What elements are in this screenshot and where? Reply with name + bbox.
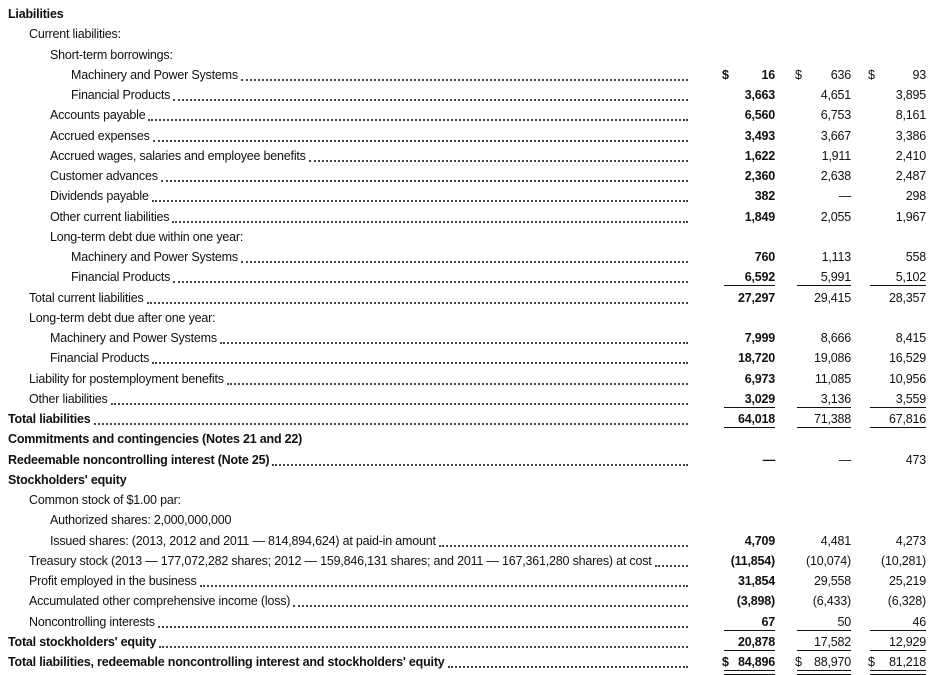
statement-row — [0, 308, 941, 328]
row-label-wrap — [8, 470, 690, 490]
dot-leader — [172, 221, 688, 223]
dot-leader — [448, 666, 688, 668]
statement-row — [0, 632, 941, 652]
statement-row — [0, 612, 941, 632]
value-col-1: 3,493 — [744, 128, 775, 143]
value-col-2: 17,582 — [813, 634, 851, 649]
dollar-sign: $ — [868, 67, 875, 82]
row-label: Long-term debt due within one year: — [50, 229, 244, 244]
dot-leader — [241, 79, 688, 81]
row-label-wrap — [50, 328, 690, 348]
value-col-2: 11,085 — [814, 371, 851, 386]
value-col-1: 16 — [761, 67, 775, 82]
row-label-wrap — [50, 510, 690, 530]
underline — [870, 650, 926, 651]
value-col-2: 1,911 — [821, 148, 851, 163]
value-col-1: 84,896 — [737, 655, 775, 669]
dot-leader — [153, 140, 688, 142]
row-label: Liability for postemployment benefits — [29, 371, 224, 386]
row-label: Machinery and Power Systems — [71, 67, 238, 82]
value-col-3: 3,559 — [895, 391, 926, 406]
row-label: Total liabilities, redeemable noncontrolling interest and stockholders' equity — [8, 655, 445, 669]
value-col-1: 4,709 — [744, 533, 775, 548]
row-label-wrap — [29, 308, 690, 328]
dot-leader — [309, 160, 688, 162]
value-col-2: 3,667 — [820, 128, 851, 143]
dot-leader — [152, 362, 688, 364]
row-label-wrap — [29, 490, 690, 510]
row-label-wrap — [71, 267, 690, 287]
value-col-1: 6,560 — [744, 108, 775, 123]
row-label: Other liabilities — [29, 391, 108, 406]
value-col-2: 29,558 — [813, 574, 851, 588]
statement-row — [0, 85, 941, 105]
row-label-wrap — [8, 429, 690, 449]
value-col-3: 2,410 — [895, 148, 926, 163]
row-label-wrap — [29, 591, 690, 611]
dollar-sign: $ — [722, 67, 729, 82]
row-label: Customer advances — [50, 169, 158, 183]
underline — [724, 650, 775, 651]
value-col-3: 3,895 — [895, 88, 926, 102]
value-col-2: 3,136 — [820, 391, 851, 406]
row-label: Machinery and Power Systems — [71, 250, 238, 264]
value-col-3: (10,281) — [881, 553, 926, 568]
row-label: Accounts payable — [50, 108, 146, 123]
row-label-wrap — [50, 126, 690, 146]
row-label-wrap — [29, 612, 690, 632]
dot-leader — [148, 119, 688, 121]
row-label-wrap — [8, 4, 690, 24]
statement-row — [0, 247, 941, 267]
value-col-2: 2,638 — [820, 169, 851, 183]
statement-row — [0, 409, 941, 429]
row-label-wrap — [29, 389, 690, 409]
row-label: Current liabilities: — [29, 27, 121, 42]
underline — [724, 407, 775, 408]
dot-leader — [173, 99, 688, 101]
dot-leader — [655, 565, 688, 567]
statement-row — [0, 45, 941, 65]
value-col-1: 64,018 — [737, 412, 775, 426]
statement-row — [0, 166, 941, 186]
underline — [870, 407, 926, 408]
statement-row — [0, 450, 941, 470]
value-col-3: 46 — [912, 614, 926, 629]
row-label-wrap — [29, 24, 690, 44]
dot-leader — [293, 605, 688, 607]
row-label: Accrued wages, salaries and employee benefits — [50, 148, 306, 163]
underline — [797, 630, 851, 631]
dot-leader — [152, 200, 688, 202]
dot-leader — [220, 342, 688, 344]
underline — [870, 630, 926, 631]
dollar-sign: $ — [795, 67, 802, 82]
value-col-1: 6,973 — [744, 371, 775, 386]
row-label-wrap — [8, 450, 690, 470]
value-col-3: 473 — [905, 452, 926, 467]
dot-leader — [173, 281, 688, 283]
statement-row — [0, 24, 941, 44]
row-label-wrap — [50, 166, 690, 186]
row-label: Issued shares: (2013, 2012 and 2011 — 814,894,624) at paid-in amount — [50, 533, 436, 548]
row-label-wrap — [71, 247, 690, 267]
statement-row — [0, 531, 941, 551]
value-col-3: 10,956 — [888, 371, 926, 386]
row-label: Noncontrolling interests — [29, 614, 155, 629]
double-underline — [797, 670, 851, 675]
value-col-2: — — [838, 189, 851, 204]
statement-row — [0, 65, 941, 85]
value-col-2: 4,651 — [820, 88, 851, 102]
row-label-wrap — [50, 45, 690, 65]
dot-leader — [158, 626, 688, 628]
underline — [797, 650, 851, 651]
value-col-2: (6,433) — [812, 594, 851, 609]
statement-row — [0, 490, 941, 510]
row-label: Financial Products — [71, 270, 171, 285]
row-label: Machinery and Power Systems — [50, 331, 217, 345]
value-col-1: 20,878 — [737, 634, 775, 649]
value-col-3: 93 — [912, 67, 926, 82]
statement-row — [0, 227, 941, 247]
row-label-wrap — [71, 85, 690, 105]
dollar-sign: $ — [722, 655, 729, 669]
dot-leader — [111, 403, 688, 405]
dot-leader — [200, 585, 688, 587]
statement-row — [0, 146, 941, 166]
row-label-wrap — [50, 146, 690, 166]
dot-leader — [147, 302, 689, 304]
underline — [797, 407, 851, 408]
row-label-wrap — [29, 369, 690, 389]
value-col-2: 50 — [837, 614, 851, 629]
underline — [797, 285, 851, 286]
value-col-3: 25,219 — [888, 574, 926, 588]
underline — [724, 427, 775, 428]
row-label: Liabilities — [8, 7, 64, 21]
statement-row — [0, 126, 941, 146]
value-col-3: 67,816 — [888, 412, 926, 426]
row-label: Commitments and contingencies (Notes 21 and 22) — [8, 432, 303, 447]
value-col-1: 31,854 — [737, 574, 775, 588]
value-col-3: 12,929 — [888, 634, 926, 649]
statement-row — [0, 429, 941, 449]
value-col-1: 1,849 — [744, 209, 775, 224]
row-label-wrap — [29, 288, 690, 308]
value-col-3: 3,386 — [895, 128, 926, 143]
value-col-3: 16,529 — [888, 351, 926, 366]
statement-row — [0, 389, 941, 409]
value-col-1: 382 — [754, 189, 775, 204]
underline — [724, 285, 775, 286]
statement-row — [0, 470, 941, 490]
dot-leader — [272, 464, 688, 466]
dollar-sign: $ — [868, 655, 875, 669]
value-col-1: (3,898) — [736, 594, 775, 609]
statement-row — [0, 551, 941, 571]
statement-row — [0, 571, 941, 591]
value-col-1: 2,360 — [744, 169, 775, 183]
value-col-2: 6,753 — [820, 108, 851, 123]
value-col-2: 8,666 — [820, 331, 851, 345]
row-label: Short-term borrowings: — [50, 47, 173, 62]
statement-row — [0, 105, 941, 125]
value-col-3: 558 — [905, 250, 926, 264]
value-col-2: 88,970 — [813, 655, 851, 669]
value-col-3: 2,487 — [895, 169, 926, 183]
statement-row — [0, 4, 941, 24]
row-label: Common stock of $1.00 par: — [29, 493, 181, 507]
statement-row — [0, 652, 941, 672]
row-label: Redeemable noncontrolling interest (Note 25) — [8, 452, 270, 467]
value-col-3: 28,357 — [888, 290, 926, 305]
statement-row — [0, 267, 941, 287]
row-label: Financial Products — [71, 88, 171, 102]
value-col-3: 1,967 — [895, 209, 926, 224]
value-col-1: 3,029 — [744, 391, 775, 406]
row-label: Accumulated other comprehensive income (loss) — [29, 594, 291, 609]
row-label-wrap — [8, 409, 690, 429]
value-col-1: 760 — [754, 250, 775, 264]
row-label-wrap — [8, 652, 690, 672]
row-label-wrap — [50, 348, 690, 368]
statement-row — [0, 207, 941, 227]
statement-row — [0, 328, 941, 348]
dot-leader — [159, 646, 688, 648]
row-label: Stockholders' equity — [8, 472, 127, 487]
row-label: Authorized shares: 2,000,000,000 — [50, 513, 232, 528]
value-col-1: 7,999 — [744, 331, 775, 345]
statement-row — [0, 186, 941, 206]
row-label: Financial Products — [50, 351, 150, 366]
value-col-1: 67 — [761, 614, 775, 629]
dollar-sign: $ — [795, 655, 802, 669]
row-label: Total liabilities — [8, 412, 91, 426]
value-col-3: 8,415 — [895, 331, 926, 345]
value-col-2: 19,086 — [813, 351, 851, 366]
dot-leader — [94, 423, 689, 425]
statement-row — [0, 591, 941, 611]
dot-leader — [161, 180, 688, 182]
underline — [724, 630, 775, 631]
statement-row — [0, 348, 941, 368]
double-underline — [724, 670, 775, 675]
row-label: Profit employed in the business — [29, 574, 197, 588]
row-label: Total current liabilities — [29, 290, 144, 305]
row-label-wrap — [29, 571, 690, 591]
value-col-1: 3,663 — [744, 88, 775, 102]
dot-leader — [241, 261, 688, 263]
double-underline — [870, 670, 926, 675]
value-col-3: 298 — [905, 189, 926, 204]
value-col-2: (10,074) — [806, 553, 851, 568]
value-col-2: 636 — [830, 67, 851, 82]
value-col-1: 18,720 — [737, 351, 775, 366]
value-col-2: 5,991 — [820, 270, 851, 285]
value-col-1: 1,622 — [744, 148, 775, 163]
value-col-2: — — [838, 452, 851, 467]
row-label-wrap — [50, 227, 690, 247]
row-label: Total stockholders' equity — [8, 634, 157, 649]
value-col-1: 6,592 — [744, 270, 775, 285]
row-label-wrap — [8, 632, 690, 652]
row-label: Accrued expenses — [50, 128, 150, 143]
row-label-wrap — [50, 531, 690, 551]
underline — [870, 427, 926, 428]
value-col-3: 8,161 — [895, 108, 926, 123]
value-col-1: — — [762, 452, 775, 467]
value-col-3: 5,102 — [895, 270, 926, 285]
statement-row — [0, 510, 941, 530]
row-label-wrap — [50, 105, 690, 125]
row-label: Other current liabilities — [50, 209, 170, 224]
dot-leader — [227, 383, 688, 385]
underline — [797, 427, 851, 428]
underline — [870, 285, 926, 286]
row-label-wrap — [71, 65, 690, 85]
row-label: Treasury stock (2013 — 177,072,282 shares; 2012 — 159,846,131 shares; and 2011 — 167,361,280 shares) at cost — [29, 553, 652, 568]
value-col-3: 81,218 — [888, 655, 926, 669]
value-col-2: 29,415 — [813, 290, 851, 305]
dot-leader — [439, 545, 688, 547]
value-col-3: (6,328) — [887, 594, 926, 609]
value-col-3: 4,273 — [895, 533, 926, 548]
row-label-wrap — [29, 551, 690, 571]
row-label: Dividends payable — [50, 189, 149, 204]
value-col-1: 27,297 — [737, 290, 775, 305]
value-col-2: 1,113 — [821, 250, 851, 264]
row-label-wrap — [50, 207, 690, 227]
value-col-1: (11,854) — [730, 553, 775, 568]
statement-row — [0, 288, 941, 308]
statement-row — [0, 369, 941, 389]
value-col-2: 71,388 — [813, 412, 851, 426]
value-col-2: 2,055 — [820, 209, 851, 224]
row-label-wrap — [50, 186, 690, 206]
row-label: Long-term debt due after one year: — [29, 310, 216, 325]
value-col-2: 4,481 — [820, 533, 851, 548]
